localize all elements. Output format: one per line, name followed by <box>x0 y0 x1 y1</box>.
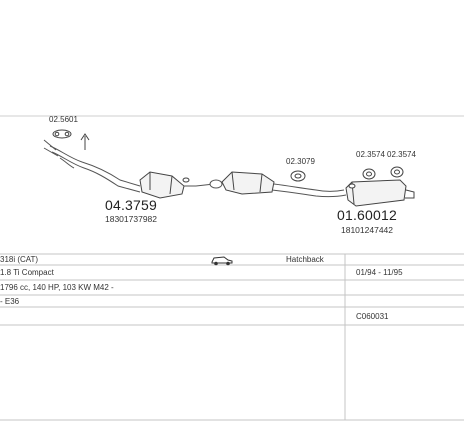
car-icon <box>212 257 232 265</box>
rear-part-oem: 18101247442 <box>341 225 394 235</box>
center-silencer <box>222 172 274 194</box>
table-years: 01/94 - 11/95 <box>356 268 403 277</box>
table-chassis: - E36 <box>0 297 20 306</box>
sensor-arrow <box>81 134 89 150</box>
callout-clamp-right-a: 02.3574 <box>356 150 385 159</box>
rear-silencer <box>346 180 414 206</box>
table-variant: 1.8 Ti Compact <box>0 268 54 277</box>
info-table-lines <box>0 254 464 420</box>
front-downpipe <box>44 140 140 192</box>
table-engine: 1796 cc, 140 HP, 103 KW M42 - <box>0 283 114 292</box>
table-body: Hatchback <box>286 255 324 264</box>
callout-clamp-right-b: 02.3574 <box>387 150 416 159</box>
rear-hangers <box>363 167 403 179</box>
front-part-ref: 04.3759 <box>105 197 158 213</box>
connector-pipe <box>196 180 222 188</box>
table-code: C060031 <box>356 312 389 321</box>
callout-gasket-top-left: 02.5601 <box>49 115 78 124</box>
middle-pipe <box>272 184 346 197</box>
callout-clamp-mid: 02.3079 <box>286 157 315 166</box>
rear-part-ref: 01.60012 <box>337 207 397 223</box>
front-part-oem: 18301737982 <box>105 214 158 224</box>
mid-clamp <box>291 171 305 181</box>
table-model: 318i (CAT) <box>0 255 39 264</box>
gasket-flange <box>53 130 71 138</box>
catalytic-converter <box>140 172 196 198</box>
